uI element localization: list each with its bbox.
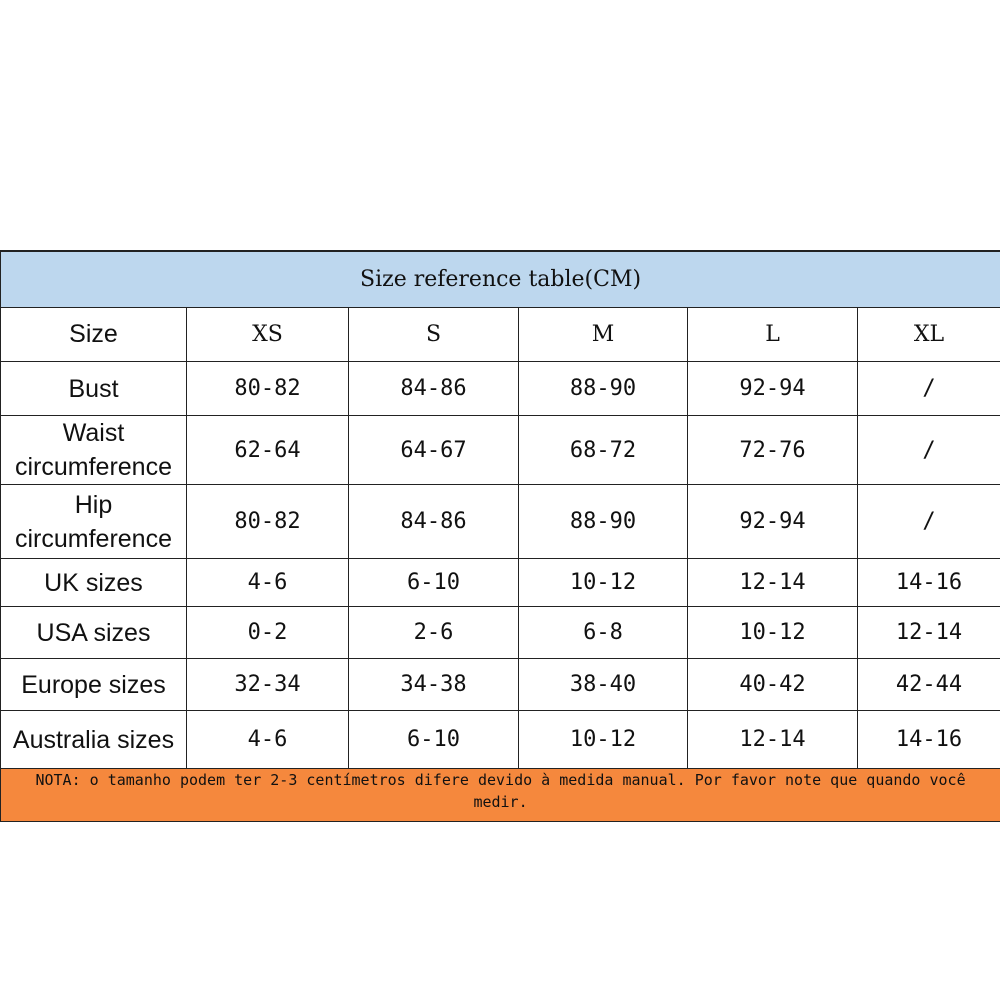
table-row-waist xyxy=(1,416,1000,485)
table-cell: / xyxy=(858,416,1000,485)
table-cell: 6-8 xyxy=(519,607,688,659)
table-cell: 4-6 xyxy=(187,559,349,607)
table-cell: 10-12 xyxy=(519,711,688,769)
table-cell: 42-44 xyxy=(858,659,1000,711)
header-cell-xs: XS xyxy=(187,308,349,362)
table-cell: 92-94 xyxy=(688,362,858,416)
row-label: USA sizes xyxy=(1,607,187,659)
table-cell: 92-94 xyxy=(688,485,858,559)
table-cell: 32-34 xyxy=(187,659,349,711)
row-label: Waist circumference xyxy=(1,416,187,485)
table-cell: 12-14 xyxy=(688,559,858,607)
table-cell: 68-72 xyxy=(519,416,688,485)
header-cell-size: Size xyxy=(1,308,187,362)
header-cell-xl: XL xyxy=(858,308,1000,362)
table-cell: 34-38 xyxy=(349,659,519,711)
table-cell: 14-16 xyxy=(858,711,1000,769)
table-row-europe xyxy=(1,659,1000,711)
table-cell: / xyxy=(858,362,1000,416)
table-cell: 10-12 xyxy=(688,607,858,659)
table-cell: 64-67 xyxy=(349,416,519,485)
table-cell: 88-90 xyxy=(519,362,688,416)
row-label: Australia sizes xyxy=(1,711,187,769)
row-label: Bust xyxy=(1,362,187,416)
header-row xyxy=(1,308,1000,362)
table-row-usa xyxy=(1,607,1000,659)
table-cell: / xyxy=(858,485,1000,559)
table-cell: 88-90 xyxy=(519,485,688,559)
table-cell: 0-2 xyxy=(187,607,349,659)
table-cell: 2-6 xyxy=(349,607,519,659)
table-cell: 62-64 xyxy=(187,416,349,485)
measurement-note: NOTA: o tamanho podem ter 2-3 centímetros difere devido à medida manual. Por favor note que quando você medir. xyxy=(1,769,1000,822)
table-cell: 40-42 xyxy=(688,659,858,711)
table-row-hip xyxy=(1,485,1000,559)
header-cell-m: M xyxy=(519,308,688,362)
row-label: UK sizes xyxy=(1,559,187,607)
table-cell: 12-14 xyxy=(688,711,858,769)
row-label: Europe sizes xyxy=(1,659,187,711)
table-cell: 84-86 xyxy=(349,485,519,559)
table-cell: 80-82 xyxy=(187,485,349,559)
header-cell-s: S xyxy=(349,308,519,362)
table-title: Size reference table(CM) xyxy=(1,251,1000,308)
row-label: Hip circumference xyxy=(1,485,187,559)
table-cell: 6-10 xyxy=(349,711,519,769)
table-row-bust xyxy=(1,362,1000,416)
table-cell: 72-76 xyxy=(688,416,858,485)
table-cell: 80-82 xyxy=(187,362,349,416)
table-cell: 4-6 xyxy=(187,711,349,769)
table-row-uk xyxy=(1,559,1000,607)
table-cell: 12-14 xyxy=(858,607,1000,659)
table-cell: 38-40 xyxy=(519,659,688,711)
table-cell: 14-16 xyxy=(858,559,1000,607)
size-reference-table xyxy=(0,250,1000,822)
table-cell: 84-86 xyxy=(349,362,519,416)
header-cell-l: L xyxy=(688,308,858,362)
table-cell: 10-12 xyxy=(519,559,688,607)
note-row xyxy=(1,769,1000,822)
table-row-australia xyxy=(1,711,1000,769)
size-reference-table-container xyxy=(0,250,1000,822)
table-cell: 6-10 xyxy=(349,559,519,607)
title-row xyxy=(1,251,1000,308)
